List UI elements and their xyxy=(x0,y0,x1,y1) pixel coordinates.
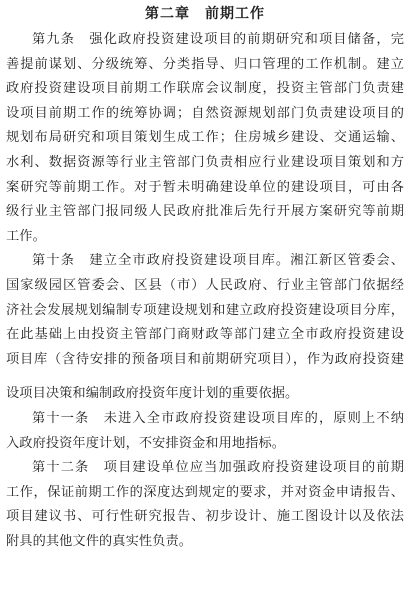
article-9-line-2: 善提前谋划、分级统筹、分类指导、归口管理的工作机制。建立 xyxy=(6,56,404,72)
article-12-line-4: 附具的其他文件的真实性负责。 xyxy=(6,533,193,549)
article-10-line-6: 设项目决策和编制政府投资年度计划的重要依据。 xyxy=(6,386,299,402)
article-10-line-3: 济社会发展规划编制专项建设规划和建立政府投资建设项目分库， xyxy=(6,302,404,318)
article-9-line-8: 级行业主管部门报同级人民政府批准后先行开展方案研究等前期 xyxy=(6,204,404,220)
paragraph-gap xyxy=(6,372,404,382)
article-9-line-9: 工作。 xyxy=(6,228,46,244)
article-11-line-1: 第十一条 未进入全市政府投资建设项目库的，原则上不纳 xyxy=(32,410,404,426)
chapter-title: 第二章 前期工作 xyxy=(145,6,265,22)
article-9-line-1: 第九条 强化政府投资建设项目的前期研究和项目储备，完 xyxy=(32,32,404,47)
article-9-line-3: 政府投资建设项目前期工作联席会议制度，投资主管部门负责建 xyxy=(6,81,404,97)
article-10-line-2: 国家级园区管委会、区县（市）人民政府、行业主管部门依据经 xyxy=(6,277,404,293)
article-12-line-1: 第十二条 项目建设单位应当加强政府投资建设项目的前期 xyxy=(32,460,404,476)
article-12-line-3: 项目建议书、可行性研究报告、初步设计、施工图设计以及依法 xyxy=(6,509,404,525)
article-9-line-4: 设项目前期工作的统筹协调；自然资源规划部门负责建设项目的 xyxy=(6,105,404,121)
article-10-line-5: 项目库（含待安排的预备项目和前期研究项目），作为政府投资建 xyxy=(6,351,404,367)
article-10-line-1: 第十条 建立全市政府投资建设项目库。湘江新区管委会、 xyxy=(32,253,404,269)
article-12-line-2: 工作，保证前期工作的深度达到规定的要求，并对资金申请报告、 xyxy=(6,484,404,500)
article-9-line-6: 水利、数据资源等行业主管部门负责相应行业建设项目策划和方 xyxy=(6,154,404,170)
article-10-line-4: 在此基础上由投资主管部门商财政等部门建立全市政府投资建设 xyxy=(6,327,404,343)
article-9-line-7: 案研究等前期工作。对于暂未明确建设单位的建设项目，可由各 xyxy=(6,179,404,195)
article-11-line-2: 入政府投资年度计划，不安排资金和用地指标。 xyxy=(6,435,286,451)
article-9-line-5: 规划布局研究和项目策划生成工作；住房城乡建设、交通运输、 xyxy=(6,130,404,146)
